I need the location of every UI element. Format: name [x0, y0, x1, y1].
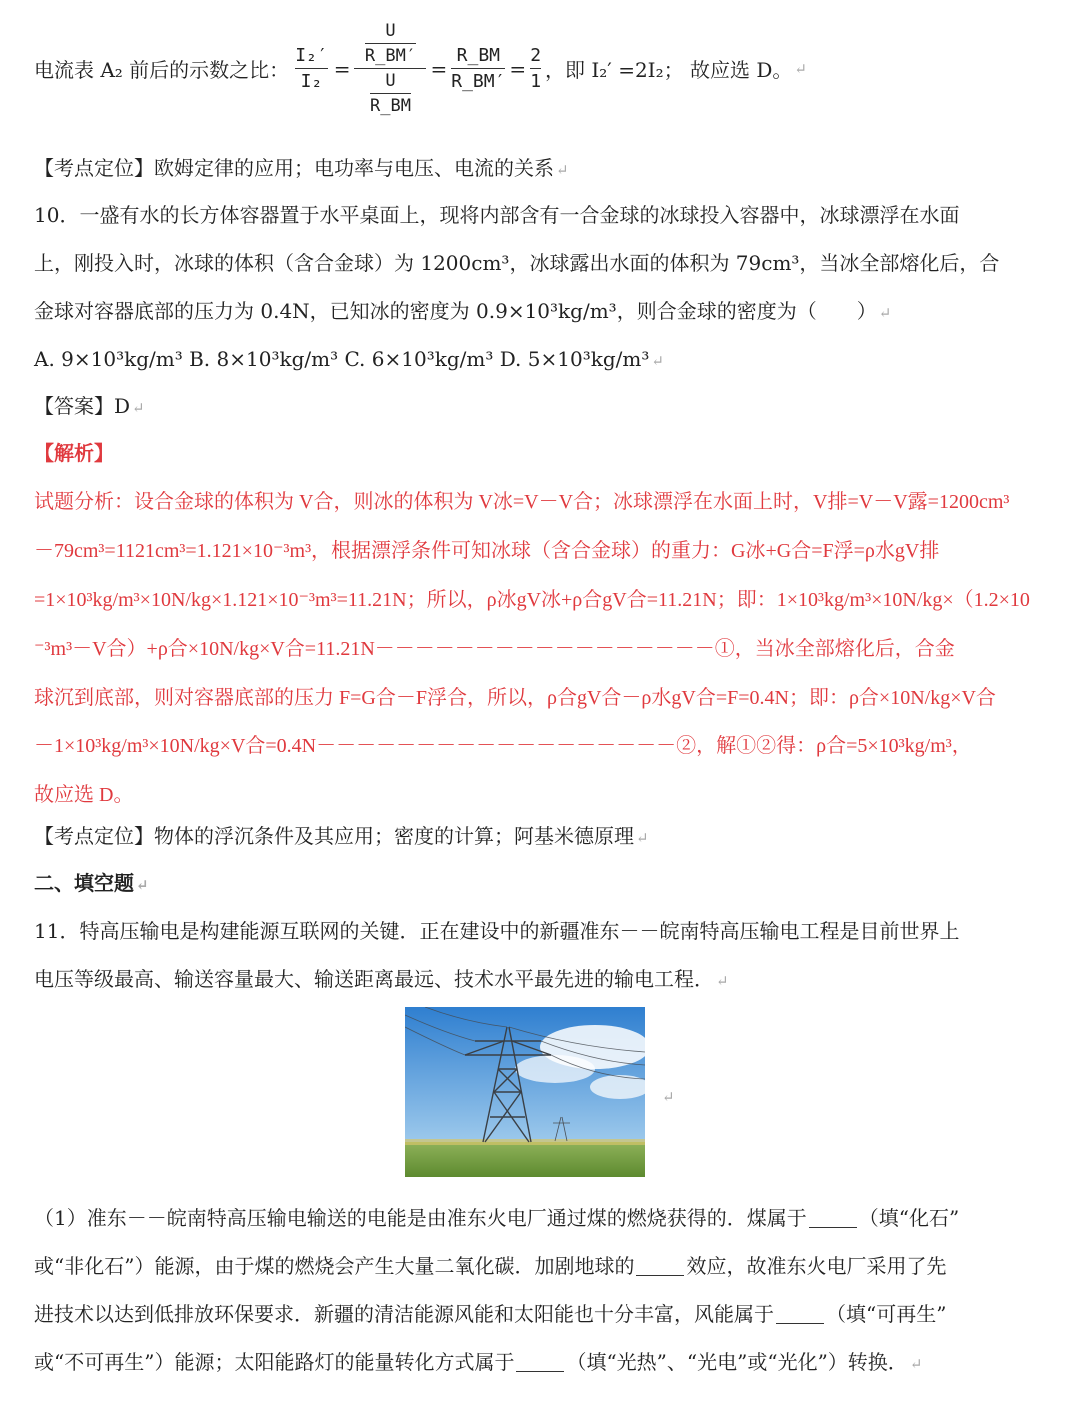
r-ratio: $\frac{R\_BM}{R\_BM'}$	[451, 45, 506, 92]
analysis-line-7: 故应选 D。	[34, 784, 134, 806]
analysis-title: 【解析】	[34, 443, 114, 465]
blank-1[interactable]	[809, 1209, 857, 1228]
section-title: 二、填空题 ↵	[34, 871, 149, 895]
formula-line: 电流表 A₂ 前后的示数之比： $\frac{\text{I₂′}}{\text{I₂}}$ = $\frac{\frac{U}{R\_BM'}}{\frac{U}{R\_BM}}$ = $\frac{R\_BM}{R\_BM'}$ = $\frac{2}{1}$ ，即 I₂′ =2I₂； 故应选 D。 ↵	[34, 21, 807, 116]
q11-p1: （1）准东－－皖南特高压输电输送的电能是由准东火电厂通过煤的燃烧获得的．煤属于 （填“化石”	[34, 1206, 960, 1230]
q11-line-2: 电压等级最高、输送容量最大、输送距离最远、技术水平最先进的输电工程． ↵	[34, 967, 729, 991]
formula-suffix: ，即 I₂′ =2I₂； 故应选 D。	[545, 58, 793, 82]
kaodian-2: 【考点定位】物体的浮沉条件及其应用；密度的计算；阿基米德原理 ↵	[34, 824, 649, 848]
analysis-line-1: 试题分析：设合金球的体积为 V合，则冰的体积为 V冰=V－V合；冰球漂浮在水面上时，V排=V－V露=1200cm³	[34, 491, 1010, 513]
power-tower-photo	[405, 1007, 645, 1177]
q10-line-1: 10．一盛有水的长方体容器置于水平桌面上，现将内部含有一合金球的冰球投入容器中，冰球漂浮在水面	[34, 203, 960, 227]
blank-2[interactable]	[636, 1257, 684, 1276]
q11-p4: 或“不可再生”）能源；太阳能路灯的能量转化方式属于 （填“光热”、“光电”或“光化”）转换． ↵	[34, 1350, 923, 1374]
formula-prefix: 电流表 A₂ 前后的示数之比：	[34, 58, 290, 82]
power-tower-icon	[405, 1007, 645, 1177]
analysis-line-6: －1×10³kg/m³×10N/kg×V合=0.4N－－－－－－－－－－－－－－－－－－②，解①②得：ρ合=5×10³kg/m³，	[34, 735, 972, 757]
analysis-line-3: =1×10³kg/m³×10N/kg×1.121×10⁻³m³=11.21N；所以，ρ冰gV冰+ρ合gV合=11.21N；即：1×10³kg/m³×10N/kg×（1.2×10	[34, 589, 1030, 611]
u-ratio: $\frac{\frac{U}{R\_BM'}}{\frac{U}{R\_BM}}$	[354, 21, 426, 116]
q11-line-1: 11．特高压输电是构建能源互联网的关键．正在建设中的新疆准东－－皖南特高压输电工程是目前世界上	[34, 919, 960, 943]
q11-p2: 或“非化石”）能源，由于煤的燃烧会产生大量二氧化碳．加剧地球的 效应，故准东火电厂采用了先	[34, 1254, 947, 1278]
analysis-line-4: ⁻³m³－V合）+ρ合×10N/kg×V合=11.21N－－－－－－－－－－－－－－－－－①，当冰全部熔化后，合金	[34, 638, 955, 660]
current-ratio: $\frac{\text{I₂′}}{\text{I₂}}$	[295, 45, 328, 92]
q11-p3: 进技术以达到低排放环保要求．新疆的清洁能源风能和太阳能也十分丰富，风能属于 （填“可再生”	[34, 1302, 947, 1326]
q10-options: A. 9×10³kg/m³ B. 8×10³kg/m³ C. 6×10³kg/m³ D. 5×10³kg/m³ ↵	[34, 347, 664, 371]
analysis-line-2: －79cm³=1121cm³=1.121×10⁻³m³，根据漂浮条件可知冰球（含合金球）的重力：G冰+G合=F浮=ρ水gV排	[34, 540, 940, 562]
q10-line-3: 金球对容器底部的压力为 0.4N，已知冰的密度为 0.9×10³kg/m³，则合金球的密度为（ ） ↵	[34, 299, 892, 323]
kaodian-1: 【考点定位】欧姆定律的应用；电功率与电压、电流的关系 ↵	[34, 156, 569, 180]
blank-4[interactable]	[516, 1353, 564, 1372]
two-over-one: $\frac{2}{1}$	[530, 45, 542, 92]
return-mark: ↵	[662, 1088, 675, 1106]
q10-line-2: 上，刚投入时，冰球的体积（含合金球）为 1200cm³，冰球露出水面的体积为 79cm³，当冰全部熔化后，合	[34, 251, 1000, 275]
answer: 【答案】D ↵	[34, 394, 145, 418]
analysis-line-5: 球沉到底部，则对容器底部的压力 F=G合－F浮合，所以，ρ合gV合－ρ水gV合=F=0.4N；即：ρ合×10N/kg×V合	[34, 687, 996, 709]
blank-3[interactable]	[776, 1305, 824, 1324]
